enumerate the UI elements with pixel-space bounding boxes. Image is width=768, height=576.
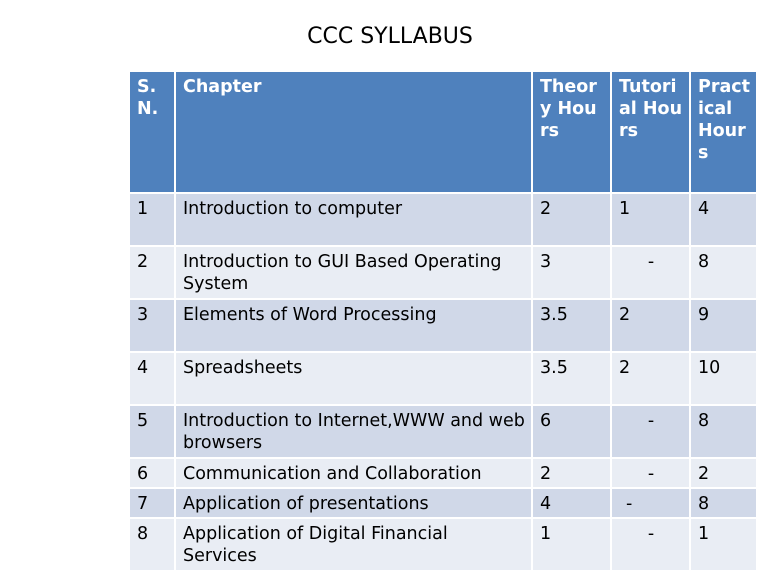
cell-theory: 6 (532, 405, 611, 458)
cell-tutorial: 1 (611, 193, 690, 246)
cell-practical: 8 (690, 488, 757, 518)
cell-practical: 8 (690, 246, 757, 299)
cell-chapter: Spreadsheets (175, 352, 532, 405)
cell-sn: 2 (129, 246, 175, 299)
table-row (129, 299, 757, 352)
cell-theory: 2 (532, 193, 611, 246)
header-practical-hours: Practical Hours (690, 71, 757, 193)
header-theory-hours: Theory Hours (532, 71, 611, 193)
cell-tutorial: 2 (611, 299, 690, 352)
cell-theory: 3.5 (532, 299, 611, 352)
cell-sn: 7 (129, 488, 175, 518)
cell-tutorial: - (611, 405, 690, 458)
cell-chapter: Introduction to Internet,WWW and web browsers (175, 405, 532, 458)
cell-tutorial: - (611, 246, 690, 299)
cell-sn: 1 (129, 193, 175, 246)
header-tutorial-hours: Tutorial Hours (611, 71, 690, 193)
page-title: CCC SYLLABUS (307, 24, 473, 49)
cell-theory: 2 (532, 458, 611, 488)
cell-practical: 9 (690, 299, 757, 352)
cell-practical: 2 (690, 458, 757, 488)
cell-chapter: Introduction to GUI Based Operating System (175, 246, 532, 299)
table-row (129, 458, 757, 488)
cell-sn: 3 (129, 299, 175, 352)
cell-practical: 8 (690, 405, 757, 458)
table-row (129, 405, 757, 458)
cell-practical: 10 (690, 352, 757, 405)
table-row (129, 193, 757, 246)
table-row (129, 246, 757, 299)
table-header-row (129, 71, 757, 193)
cell-theory: 3.5 (532, 352, 611, 405)
cell-theory: 1 (532, 518, 611, 571)
syllabus-table (128, 70, 758, 572)
cell-chapter: Application of presentations (175, 488, 532, 518)
cell-sn: 8 (129, 518, 175, 571)
table-row (129, 518, 757, 571)
cell-practical: 4 (690, 193, 757, 246)
cell-theory: 3 (532, 246, 611, 299)
cell-chapter: Communication and Collaboration (175, 458, 532, 488)
cell-tutorial: - (611, 518, 690, 571)
header-chapter: Chapter (175, 71, 532, 193)
cell-chapter: Introduction to computer (175, 193, 532, 246)
table-row (129, 488, 757, 518)
table-row (129, 352, 757, 405)
cell-tutorial: - (611, 458, 690, 488)
cell-sn: 6 (129, 458, 175, 488)
cell-chapter: Elements of Word Processing (175, 299, 532, 352)
cell-theory: 4 (532, 488, 611, 518)
cell-sn: 4 (129, 352, 175, 405)
cell-tutorial: 2 (611, 352, 690, 405)
cell-practical: 1 (690, 518, 757, 571)
cell-chapter: Application of Digital Financial Services (175, 518, 532, 571)
header-sn: S. N. (129, 71, 175, 193)
cell-tutorial: - (611, 488, 690, 518)
cell-sn: 5 (129, 405, 175, 458)
